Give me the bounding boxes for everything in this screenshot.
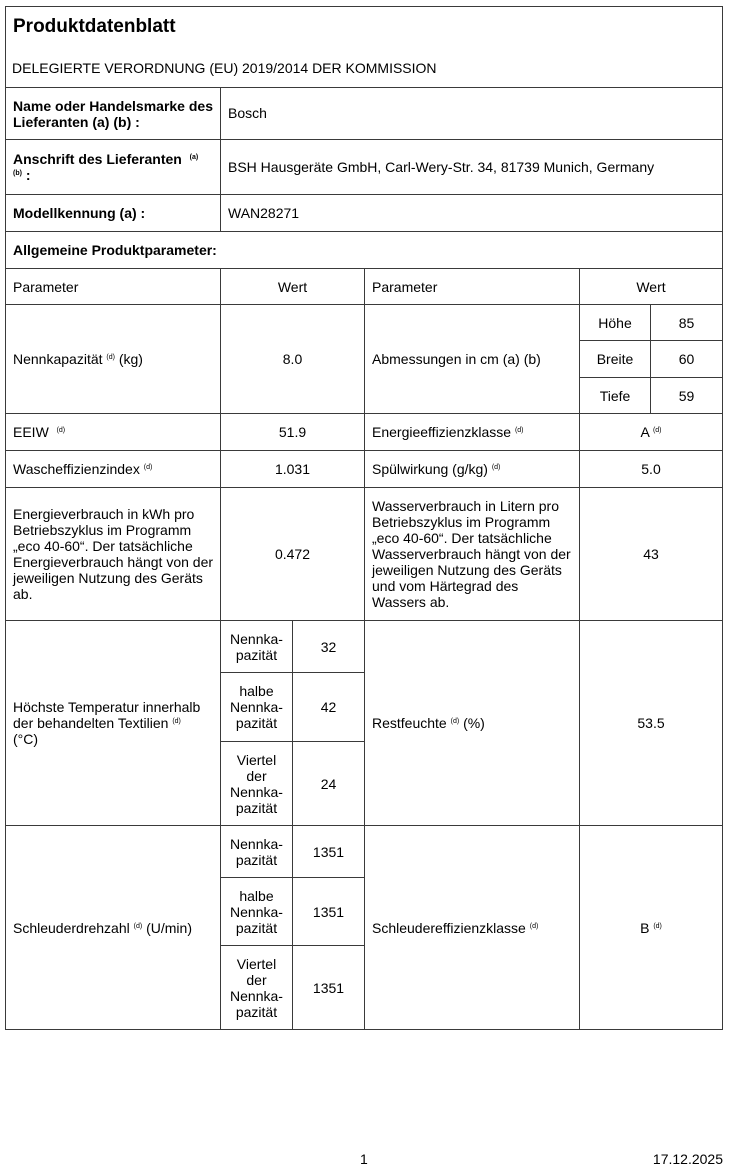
spin-speed-label: Schleuderdrehzahl $^{(d)}$ (U/min) <box>5 825 221 1030</box>
spin-quarter-value: 1351 <box>292 945 365 1030</box>
depth-value: 59 <box>650 377 723 414</box>
wash-index-value: 1.031 <box>220 450 365 488</box>
temp-half-label: halbe Nennka- pazität <box>220 672 293 742</box>
water-consumption-label: Wasserverbrauch in Litern pro Betriebszyklus im Programm „eco 40-60“. Der tatsächliche Wasserverbrauch hängt von der jeweiligen Nutzung des Geräts und vom Härtegrad des Wassers ab. <box>364 487 580 621</box>
spin-half-label: halbe Nennka- pazität <box>220 877 293 946</box>
footer-date: 17.12.2025 <box>652 1151 723 1167</box>
wash-index-label: Wascheffizienzindex $^{(d)}$ <box>5 450 221 488</box>
page-number: 1 <box>360 1151 368 1167</box>
water-consumption-value: 43 <box>579 487 723 621</box>
eeiw-value: 51.9 <box>220 413 365 451</box>
max-temperature-label: Höchste Temperatur innerhalb der behandelten Textilien $^{(d)}$ (°C) <box>5 620 221 826</box>
spin-class-value: B $^{(d)}$ <box>579 825 723 1030</box>
supplier-address-value: BSH Hausgeräte GmbH, Carl-Wery-Str. 34, 81739 Munich, Germany <box>220 139 723 195</box>
rinse-label: Spülwirkung (g/kg) $^{(d)}$ <box>364 450 580 488</box>
spin-half-value: 1351 <box>292 877 365 946</box>
col-header-parameter-1: Parameter <box>5 268 221 305</box>
temp-quarter-label: Viertel der Nennka- pazität <box>220 741 293 826</box>
rinse-value: 5.0 <box>579 450 723 488</box>
model-value: WAN28271 <box>220 194 723 232</box>
temp-quarter-value: 24 <box>292 741 365 826</box>
energy-consumption-value: 0.472 <box>220 487 365 621</box>
section-title: Allgemeine Produktparameter: <box>5 231 723 269</box>
energy-consumption-label: Energieverbrauch in kWh pro Betriebszyklus im Programm „eco 40-60“. Der tatsächliche Energieverbrauch hängt von der jeweiligen Nutzung des Geräts ab. <box>5 487 221 621</box>
model-label: Modellkennung (a) : <box>5 194 221 232</box>
residual-moisture-value: 53.5 <box>579 620 723 826</box>
product-data-sheet <box>5 6 723 1030</box>
regulation-text: DELEGIERTE VERORDNUNG (EU) 2019/2014 DER KOMMISSION <box>12 60 437 76</box>
energy-class-label: Energieeffizienzklasse $^{(d)}$ <box>364 413 580 451</box>
page-title: Produktdatenblatt <box>13 16 176 37</box>
height-label: Höhe <box>579 304 651 341</box>
temp-full-value: 32 <box>292 620 365 673</box>
spin-full-label: Nennka- pazität <box>220 825 293 878</box>
energy-class-value: A $^{(d)}$ <box>579 413 723 451</box>
col-header-value-1: Wert <box>220 268 365 305</box>
col-header-parameter-2: Parameter <box>364 268 580 305</box>
eeiw-label: EEIW $^{(d)}$ <box>5 413 221 451</box>
temp-half-value: 42 <box>292 672 365 742</box>
residual-moisture-label: Restfeuchte $^{(d)}$ (%) <box>364 620 580 826</box>
spin-class-label: Schleudereffizienzklasse $^{(d)}$ <box>364 825 580 1030</box>
supplier-name-label: Name oder Handelsmarke des Lieferanten (a) (b) : <box>5 87 221 140</box>
height-value: 85 <box>650 304 723 341</box>
dimensions-label: Abmessungen in cm (a) (b) <box>364 304 580 414</box>
width-value: 60 <box>650 340 723 378</box>
spin-full-value: 1351 <box>292 825 365 878</box>
supplier-address-label: Anschrift des Lieferanten $^{(a)}$ $^{(b)}$ : <box>5 139 221 195</box>
depth-label: Tiefe <box>579 377 651 414</box>
supplier-name-value: Bosch <box>220 87 723 140</box>
spin-quarter-label: Viertel der Nennka- pazität <box>220 945 293 1030</box>
col-header-value-2: Wert <box>579 268 723 305</box>
capacity-value: 8.0 <box>220 304 365 414</box>
capacity-label: Nennkapazität $^{(d)}$ (kg) <box>5 304 221 414</box>
temp-full-label: Nennka- pazität <box>220 620 293 673</box>
width-label: Breite <box>579 340 651 378</box>
regulation-block <box>5 6 723 88</box>
